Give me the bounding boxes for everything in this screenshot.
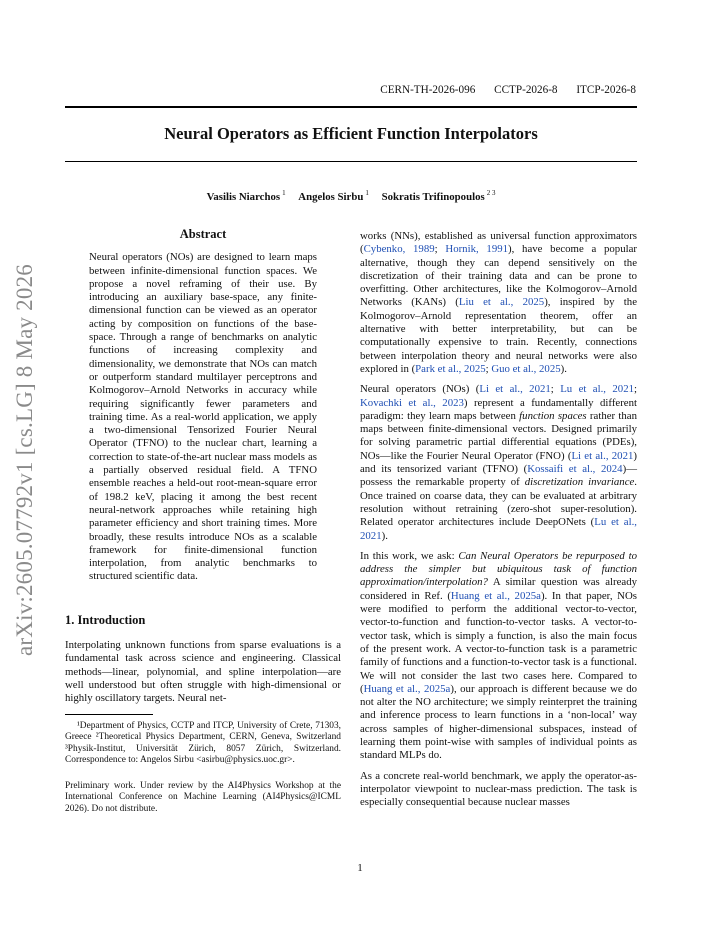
title-bottom-rule	[65, 161, 637, 162]
author-name: Vasilis Niarchos	[206, 190, 281, 203]
author	[382, 191, 496, 203]
abstract-heading: Abstract	[179, 227, 227, 241]
paragraph: As a concrete real-world benchmark, we apply the operator-as-interpolator viewpoint to nuclear-mass prediction. The task is especially consequential because nuclear masses	[360, 769, 637, 809]
citation-link[interactable]: Huang et al., 2025a	[450, 589, 541, 602]
arxiv-identifier-stamp: arXiv:2605.07792v1 [cs.LG] 8 May 2026	[12, 264, 37, 656]
citation-link[interactable]: Park et al., 2025	[415, 362, 486, 375]
citation-link[interactable]: Hornik, 1991	[445, 243, 509, 256]
affiliations-footnote: ¹Department of Physics, CCTP and ITCP, University of Crete, 71303, Greece ²Theoretical Physics Department, CERN, Geneva, Switzerland ³Physik-Institut, Universität Zürich, 8057 Zürich, Switzerland. Correspondence to: Angelos Sirbu <asirbu@physics.uoc.gr>.	[65, 720, 341, 766]
citation-link[interactable]: Huang et al., 2025a	[363, 682, 451, 695]
section-heading-introduction: 1. Introduction	[65, 612, 146, 627]
author-list	[65, 189, 637, 203]
preliminary-notice: Preliminary work. Under review by the AI4Physics Workshop at the International Conference on Machine Learning (AI4Physics@ICML 2026). Do not distribute.	[65, 780, 341, 815]
citation-link[interactable]: Kossaifi et al., 2024	[527, 463, 623, 476]
paragraph: Neural operators (NOs) (Li et al., 2021; Lu et al., 2021; Kovachki et al., 2023) represent a fundamentally different paradigm: they learn maps between function spaces rather than maps between finite-dimensional vectors. Designed primarily for solving parametric partial differential equations (PDEs), NOs—like the Fourier Neural Operator (FNO) (Li et al., 2021) and its tensorized variant (TFNO) (Kossaifi et al., 2024)—possess the remarkable property of discretization invariance. Once trained on coarse data, they can be evaluated at arbitrary resolution without retraining (zero-shot super-resolution). Related operator architectures include DeepONets (Lu et al., 2021).	[360, 383, 638, 542]
emphasis: discretization invariance	[524, 476, 635, 489]
report-numbers	[366, 84, 636, 96]
citation-link[interactable]: Guo et al., 2025	[491, 362, 561, 375]
author	[298, 191, 369, 203]
abstract-body: Neural operators (NOs) are designed to learn maps between infinite-dimensional function spaces. We propose a novel reframing of their use. By introducing an auxiliary base-space, any finite-dimensional function can be viewed as an operator acting by composition on functions of the base-space. Through a range of benchmarks on analytic functions of increasing complexity and dimensionality, we demonstrate that NOs can match or outperform standard multilayer perceptrons and Kolmogorov–Arnold Networks in accuracy while requiring significantly fewer parameters and training time. As a real-world application, we apply a two-dimensional Tensorized Fourier Neural Operator (TFNO) to the nuclear chart, learning a correction to state-of-the-art nuclear mass models as a partially observed residual field. A TFNO ensemble reaches a held-out root-mean-square error of 198.2 keV, placing it among the best recent neural-network approaches while retaining high parameter efficiency and short training times. More broadly, these results introduce NOs as a scalable framework for finite-dimensional function interpolation, from analytic benchmarks to structured scientific data.	[89, 251, 317, 583]
report-number: ITCP-2026-8	[576, 84, 636, 96]
citation-link[interactable]: Li et al., 2021	[571, 449, 634, 462]
report-number: CCTP-2026-8	[494, 84, 558, 96]
title-top-rule	[65, 106, 637, 108]
paragraph: In this work, we ask: Can Neural Operators be repurposed to address the simpler but ubiquitous task of function approximation/interpolation? A similar question was already considered in Ref. (Huang et al., 2025a). In that paper, NOs were modified to perform the additional vector-to-vector, vector-to-function and function-to-vector tasks. A vector-to-vector task, which is simply a function, is also the main focus of the present work. A vector-to-function task is a parametric family of functions and a function-to-vector task is a functional. We will not consider the last two cases here. Compared to (Huang et al., 2025a), our approach is different because we do not alter the NO architecture; we simply reinterpret the training and inference process to learn functions in a ‘non-local’ way across samples of higher-dimensional subspaces, instead of learning them point-wise with samples of individual points as standard MLPs do.	[360, 549, 637, 762]
citation-link[interactable]: Li et al., 2021	[479, 383, 551, 396]
paper-title: Neural Operators as Efficient Function Interpolators	[164, 124, 538, 143]
citation-link[interactable]: Liu et al., 2025	[458, 296, 545, 309]
right-column	[360, 230, 637, 816]
author-affiliation: 1	[282, 189, 286, 197]
author-affiliation: 2 3	[486, 189, 496, 197]
page-number: 1	[357, 862, 363, 874]
citation-link[interactable]: Cybenko, 1989	[363, 243, 435, 256]
citation-link[interactable]: Lu et al., 2021	[360, 516, 637, 542]
author	[207, 191, 286, 203]
paragraph: works (NNs), established as universal function approximators (Cybenko, 1989; Hornik, 1991), have become a popular alternative, though they can depend sensitively on the discretization of their training data and can be prone to overfitting. Other architectures, like the Kolmogorov–Arnold Networks (KANs) (Liu et al., 2025), inspired by the Kolmogorov–Arnold representation theorem, offer an alternative with better interpretability, but can be computationally expensive to train. Recently, connections between interpolation theory and neural networks were also explored in (Park et al., 2025; Guo et al., 2025).	[360, 230, 637, 375]
emphasis: function spaces	[519, 409, 587, 422]
report-number: CERN-TH-2026-096	[380, 84, 476, 96]
citation-link[interactable]: Lu et al., 2021	[560, 383, 635, 396]
author-name: Angelos Sirbu	[298, 190, 364, 203]
author-affiliation: 1	[365, 189, 369, 197]
author-name: Sokratis Trifinopoulos	[381, 190, 485, 203]
citation-link[interactable]: Kovachki et al., 2023	[360, 396, 464, 409]
left-column	[65, 228, 341, 816]
footnote-rule	[65, 714, 153, 715]
research-question: Can Neural Operators be repurposed to address the simpler but ubiquitous task of function approximation/interpolation?	[360, 549, 637, 589]
introduction-text: Interpolating unknown functions from sparse evaluations is a fundamental task across science and engineering. Classical methods—linear, polynomial, and spline interpolation—are well understood but often struggle with high-dimensional or highly oscillatory targets. Neural net-	[65, 639, 341, 705]
